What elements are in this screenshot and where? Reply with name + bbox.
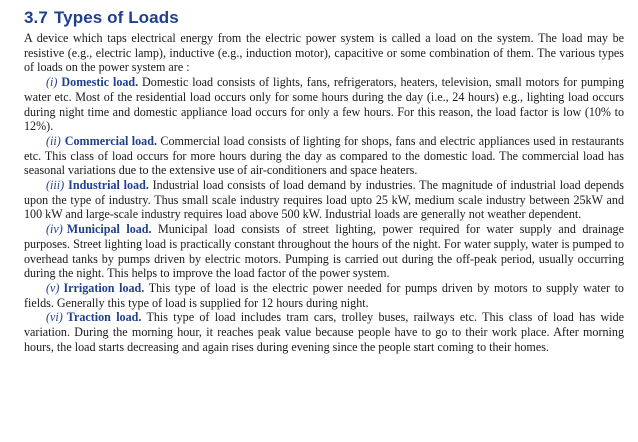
item-text: Municipal load consists of street lighting, power required for water supply and drainage purposes. Street lighting load is practically constant throughout the hours of the night. For water supply, water is pumped to overhead tanks by pumps driven by electric motors. Pumping is carried out during the off-peak period, usually occurring during the night. This helps to improve the load factor of the power system. [24,222,624,281]
item-label: Municipal load. [66,222,152,237]
item-numeral: (i) [46,75,58,90]
item-numeral: (iv) [46,222,63,237]
item-numeral: (v) [46,280,60,295]
section-title: Types of Loads [53,8,179,27]
load-item-traction [24,310,624,354]
load-item-commercial [24,134,624,178]
item-label: Commercial load. [64,133,157,148]
load-item-domestic [24,75,624,134]
load-item-irrigation [24,281,624,310]
item-label: Irrigation load. [63,280,145,295]
item-text: This type of load includes tram cars, trolley buses, railways etc. This class of load has wide variation. During the morning hour, it reaches peak value because people have to go to their work place. After morning hours, the load starts decreasing and again rises during evening since the people start coming to their homes. [24,310,625,354]
section-heading [24,8,624,28]
item-numeral: (ii) [46,133,61,148]
item-label: Traction load. [66,310,142,325]
item-text: Commercial load consists of lighting for shops, fans and electric appliances used in restaurants etc. This class of load occurs for more hours during the day as compared to the domestic load. The commercial load has seasonal variations due to the extensive use of air-conditioners and space heaters. [24,133,624,178]
intro-paragraph: A device which taps electrical energy from the electric power system is called a load on the system. The load may be resistive (e.g., electric lamp), inductive (e.g., induction motor), capacitive or some combination of them. The various types of loads on the power system are : [24,31,624,75]
load-item-industrial [24,178,624,222]
item-numeral: (vi) [46,310,63,325]
item-text: Domestic load consists of lights, fans, refrigerators, heaters, television, small motors for pumping water etc. Most of the residential load occurs only for some hours during the day (i.e., 24 hours) e.g., lighting load occurs during night time and domestic appliance load occurs for only a few hours. For this reason, the load factor is low (10% to 12%). [24,75,624,134]
item-text: This type of load is the electric power needed for pumps driven by motors to supply water to fields. Generally this type of load is supplied for 12 hours during night. [24,280,624,310]
item-text: Industrial load consists of load demand by industries. The magnitude of industrial load depends upon the type of industry. Thus small scale industry requires load upto 25 kW, medium scale industry between 25kW and 100 kW and large-scale industry requires load above 500 kW. Industrial loads are generally not weather dependent. [24,178,624,222]
load-item-municipal [24,222,624,281]
item-numeral: (iii) [46,178,65,193]
section-number: 3.7 [24,8,48,27]
item-label: Industrial load. [68,178,149,193]
item-label: Domestic load. [61,75,139,90]
